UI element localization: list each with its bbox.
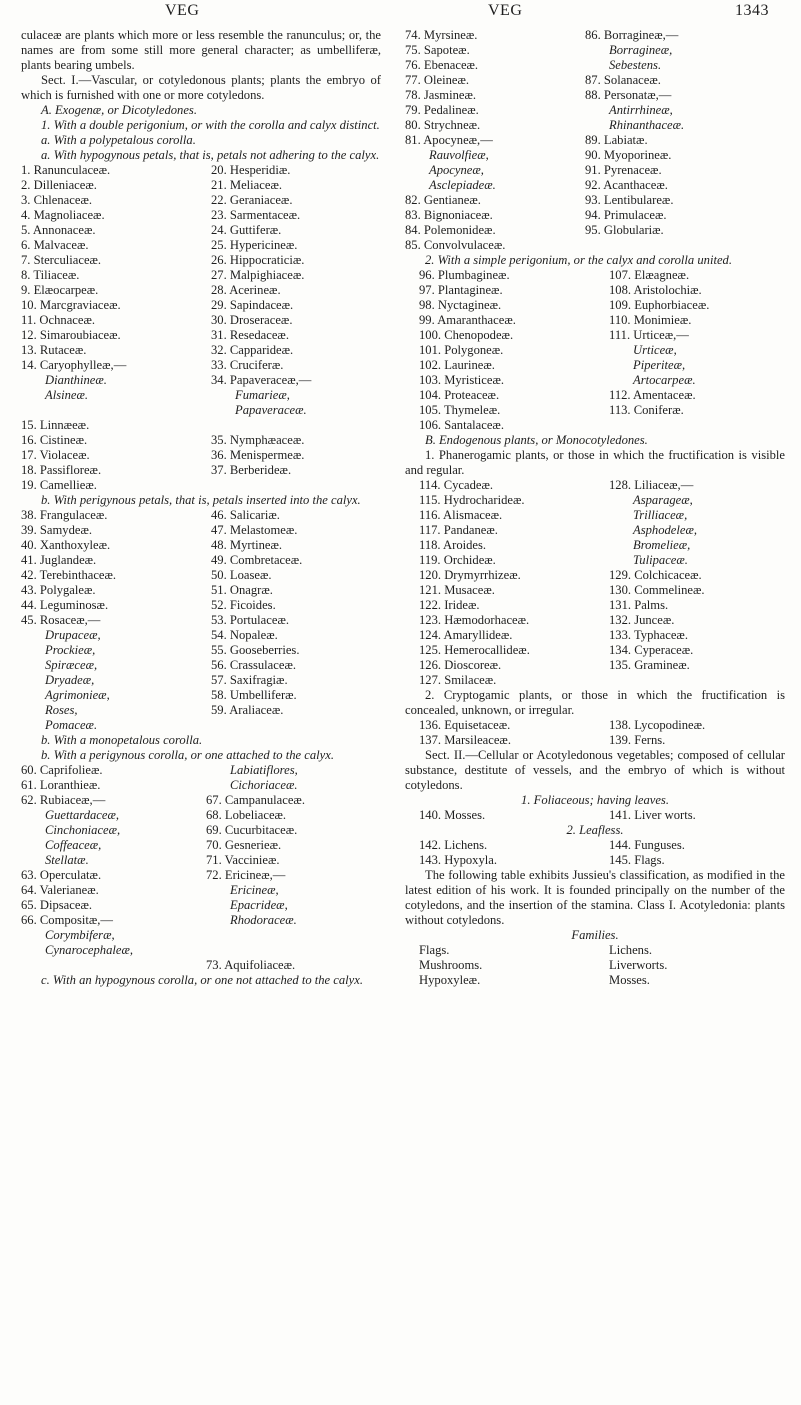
family-entry: 124. Amaryllideæ. [419, 628, 513, 642]
page-number: 1343 [735, 2, 769, 19]
family-entry: 40. Xanthoxyleæ. [21, 538, 111, 552]
family-entry [211, 478, 304, 493]
family-list-group-1 [21, 163, 381, 418]
family-list-col-b [211, 163, 311, 418]
family-entry: 86. Borragineæ,— [585, 28, 679, 42]
family-entry: 37. Berberideæ. [211, 463, 292, 477]
heading-phanerogamic: 1. Phanerogamic plants, or those in which the fructification is visible and regular. [405, 448, 785, 477]
family-pairs [405, 943, 785, 988]
family-entry: 98. Nyctagineæ. [419, 298, 502, 312]
family-entry: 42. Terebinthaceæ. [21, 568, 117, 582]
running-head-right: VEG [488, 2, 523, 19]
family-sublist [585, 43, 684, 73]
family-entry: 29. Sapindaceæ. [211, 298, 294, 312]
heading-perigynous-corolla: b. With a perigynous corolla, or one attached to the calyx. [41, 748, 334, 762]
family-entry: Guettardaceæ, [45, 808, 120, 822]
family-list-group-4 [405, 28, 785, 253]
family-entry: 14. Caryophylleæ,— [21, 358, 127, 372]
family-entry: 93. Lentibulareæ. [585, 193, 674, 207]
family-pair-row [405, 958, 785, 973]
section-two: Sect. II.—Cellular or Acotyledonous vegetables; composed of cellular substance, destitute of vessels, and the embryo of which is without cotyledons. [405, 748, 785, 792]
family-entry: Epacrideæ, [230, 898, 288, 912]
family-list [609, 478, 705, 493]
jussieu-paragraph: The following table exhibits Jussieu's classification, as modified in the latest edition of his work. It is founded principally on the number of the cotyledons, and the insertion of the stamina. Class I. Acotyledonia: plants without cotyledons. [405, 868, 785, 927]
family-entry: 96. Plumbagineæ. [419, 268, 510, 282]
heading-polypetalous: a. With a polypetalous corolla. [41, 133, 196, 147]
family-entry: 107. Elæagneæ. [609, 268, 690, 282]
family-entry: 145. Flags. [609, 853, 665, 867]
family-entry: Fumarieæ, [235, 388, 290, 402]
family-entry: 57. Saxifragiæ. [211, 673, 288, 687]
family-entry: 84. Polemonideæ. [405, 223, 496, 237]
family-entry: Piperiteæ, [633, 358, 686, 372]
family-sublist [206, 883, 305, 928]
family-entry: 106. Santalaceæ. [419, 418, 504, 432]
family-entry: 141. Liver worts. [609, 808, 696, 822]
family-entry: Bromelieæ, [633, 538, 691, 552]
family-entry: 108. Aristolochiæ. [609, 283, 702, 297]
family-entry: Hypoxyleæ. [419, 973, 481, 987]
family-entry: 113. Coniferæ. [609, 403, 684, 417]
family-pairs [405, 808, 785, 823]
family-sublist [21, 373, 211, 403]
family-entry: Stellatæ. [45, 853, 89, 867]
right-column [405, 28, 785, 988]
family-entry: 69. Cucurbitaceæ. [206, 823, 298, 837]
family-entry: Trilliaceæ, [633, 508, 688, 522]
family-pair-row [405, 838, 785, 853]
family-entry: 11. Ochnaceæ. [21, 313, 96, 327]
family-list [211, 508, 302, 733]
family-entry: Flags. [419, 943, 450, 957]
family-sublist [21, 808, 206, 868]
family-entry: Agrimonieæ, [45, 688, 110, 702]
family-list-col-a [21, 508, 211, 733]
family-list-col-b [585, 28, 684, 253]
family-list [609, 268, 709, 343]
family-entry: 77. Oleineæ. [405, 73, 470, 87]
family-sublist [609, 343, 709, 388]
family-entry: 61. Loranthieæ. [21, 778, 101, 792]
family-entry: 140. Mosses. [419, 808, 486, 822]
family-pair-row [405, 853, 785, 868]
family-entry: Spiræceæ, [45, 658, 98, 672]
family-entry: Cinchoniaceæ, [45, 823, 121, 837]
family-entry: 74. Myrsineæ. [405, 28, 478, 42]
family-entry: 46. Salicariæ. [211, 508, 280, 522]
family-entry: 63. Operculatæ. [21, 868, 102, 882]
family-entry: 135. Gramineæ. [609, 658, 690, 672]
family-entry: Coffeaceæ, [45, 838, 102, 852]
family-entry: Lichens. [609, 943, 653, 957]
family-entry: 41. Juglandeæ. [21, 553, 97, 567]
left-column [21, 28, 381, 988]
section-one: Sect. I.—Vascular, or cotyledonous plants; plants the embryo of which is furnished with one or more cotyledons. [21, 73, 381, 102]
family-list [609, 388, 709, 418]
family-entry: 101. Polygoneæ. [419, 343, 504, 357]
family-entry: 50. Loaseæ. [211, 568, 272, 582]
family-entry: 19. Camellieæ. [21, 478, 97, 492]
family-list [206, 793, 305, 883]
family-entry: 38. Frangulaceæ. [21, 508, 108, 522]
family-entry: 136. Equisetaceæ. [419, 718, 511, 732]
family-entry: Dryadeæ, [45, 673, 95, 687]
family-sublist [206, 763, 305, 793]
family-entry: 116. Alismaceæ. [419, 508, 503, 522]
family-entry: 34. Papaveraceæ,— [211, 373, 312, 387]
family-pair-row [405, 943, 785, 958]
family-sublist [211, 388, 311, 418]
family-entry: 102. Laurineæ. [419, 358, 495, 372]
family-entry: 27. Malpighiaceæ. [211, 268, 305, 282]
family-entry: 85. Convolvulaceæ. [405, 238, 506, 252]
family-entry: 131. Palms. [609, 598, 669, 612]
family-sublist [405, 148, 585, 193]
family-entry: 105. Thymeleæ. [419, 403, 501, 417]
family-list [21, 418, 211, 493]
family-entry: Labiatiflores, [230, 763, 298, 777]
family-entry: 138. Lycopodineæ. [609, 718, 706, 732]
family-list [585, 28, 684, 43]
family-entry: 1. Ranunculaceæ. [21, 163, 111, 177]
family-entry: 12. Simaroubiaceæ. [21, 328, 121, 342]
family-entry: 53. Portulaceæ. [211, 613, 289, 627]
heading-hypogynous-petals: a. With hypogynous petals, that is, petals not adhering to the calyx. [41, 148, 380, 162]
family-entry: 49. Combretaceæ. [211, 553, 303, 567]
family-list [21, 763, 206, 808]
heading-perigynous-petals: b. With perigynous petals, that is, petals inserted into the calyx. [41, 493, 361, 507]
family-entry: Urticeæ, [633, 343, 677, 357]
family-entry: 51. Onagræ. [211, 583, 273, 597]
family-entry: Rhinanthaceæ. [609, 118, 685, 132]
family-entry: 130. Commelineæ. [609, 583, 705, 597]
family-entry: 76. Ebenaceæ. [405, 58, 479, 72]
family-list [211, 418, 304, 493]
family-list-col-b [609, 478, 705, 688]
family-entry: Tulipaceæ. [633, 553, 688, 567]
family-entry: 45. Rosaceæ,— [21, 613, 101, 627]
family-entry: 71. Vaccinieæ. [206, 853, 280, 867]
family-entry: 87. Solanaceæ. [585, 73, 661, 87]
family-list [405, 193, 585, 253]
family-entry: 20. Hesperidiæ. [211, 163, 291, 177]
family-entry: 55. Gooseberries. [211, 643, 300, 657]
family-sublist [585, 103, 684, 133]
family-entry: 139. Ferns. [609, 733, 666, 747]
family-entry: 48. Myrtineæ. [211, 538, 283, 552]
family-entry: Corymbiferæ, [45, 928, 115, 942]
family-entry: 16. Cistineæ. [21, 433, 88, 447]
family-entry: 24. Guttiferæ. [211, 223, 282, 237]
family-list-group-6 [405, 478, 785, 688]
family-entry: 4. Magnoliaceæ. [21, 208, 105, 222]
family-entry: Papaveraceæ. [235, 403, 307, 417]
family-entry: 114. Cycadeæ. [419, 478, 494, 492]
family-entry: 10. Marcgraviaceæ. [21, 298, 121, 312]
family-entry: 68. Lobeliaceæ. [206, 808, 287, 822]
family-sublist [21, 928, 206, 958]
family-entry: 91. Pyrenaceæ. [585, 163, 662, 177]
family-entry: 137. Marsileaceæ. [419, 733, 511, 747]
family-entry: 119. Orchideæ. [419, 553, 496, 567]
family-entry: 81. Apocyneæ,— [405, 133, 493, 147]
heading-simple-perigonium: 2. With a simple perigonium, or the calyx and corolla united. [425, 253, 732, 267]
family-entry: Antirrhineæ, [609, 103, 673, 117]
family-entry: 78. Jasmineæ. [405, 88, 477, 102]
family-entry: Asclepiadeæ. [429, 178, 496, 192]
family-entry: Artocarpeæ. [633, 373, 696, 387]
family-entry: 58. Umbelliferæ. [211, 688, 297, 702]
family-entry: 110. Monimieæ. [609, 313, 692, 327]
heading-cryptogamic: 2. Cryptogamic plants, or those in which the fructification is concealed, unknown, or irregular. [405, 688, 785, 717]
family-entry: Drupaceæ, [45, 628, 101, 642]
family-entry: 75. Sapoteæ. [405, 43, 470, 57]
family-entry: 79. Pedalineæ. [405, 103, 479, 117]
family-entry: 129. Colchicaceæ. [609, 568, 702, 582]
family-entry: 15. Linnæeæ. [21, 418, 90, 432]
heading-endogenous: B. Endogenous plants, or Monocotyledones. [425, 433, 648, 447]
family-entry: 82. Gentianeæ. [405, 193, 481, 207]
family-entry: 26. Hippocraticiæ. [211, 253, 305, 267]
running-head-left: VEG [165, 2, 200, 19]
family-entry: 43. Polygaleæ. [21, 583, 96, 597]
family-entry: Pomaceæ. [45, 718, 98, 732]
family-entry: Rhodoraceæ. [230, 913, 297, 927]
family-list-col-b [609, 268, 709, 433]
family-entry: 6. Malvaceæ. [21, 238, 89, 252]
family-entry: Borragineæ, [609, 43, 673, 57]
family-pairs [405, 718, 785, 748]
family-list [405, 478, 609, 688]
family-entry: 25. Hypericineæ. [211, 238, 298, 252]
family-entry: 90. Myoporineæ. [585, 148, 672, 162]
family-entry: 144. Funguses. [609, 838, 685, 852]
family-entry: 17. Violaceæ. [21, 448, 90, 462]
family-entry: 22. Geraniaceæ. [211, 193, 293, 207]
family-entry: Apocyneæ, [429, 163, 484, 177]
family-entry: 66. Compositæ,— [21, 913, 114, 927]
family-entry: 92. Acanthaceæ. [585, 178, 668, 192]
family-list [21, 163, 211, 373]
family-list-group-1b [21, 418, 381, 493]
family-entry: Cichoriaceæ. [230, 778, 298, 792]
family-list-col-a [21, 763, 206, 973]
family-entry: Asparageæ, [633, 493, 693, 507]
family-entry: 60. Caprifolieæ. [21, 763, 103, 777]
family-entry: 83. Bignoniaceæ. [405, 208, 493, 222]
heading-foliaceous: 1. Foliaceous; having leaves. [521, 793, 669, 807]
family-list [585, 133, 684, 238]
family-entry [211, 418, 304, 433]
family-entry: 143. Hypoxyla. [419, 853, 498, 867]
family-entry: 95. Globulariæ. [585, 223, 664, 237]
family-entry: 59. Araliaceæ. [211, 703, 284, 717]
intro-paragraph: culaceæ are plants which more or less resemble the ranunculus; or, the names are from some still more general character; as umbelliferæ, plants bearing umbels. [21, 28, 381, 72]
family-entry: 133. Typhaceæ. [609, 628, 688, 642]
family-entry: 18. Passifloreæ. [21, 463, 102, 477]
family-entry: 8. Tiliaceæ. [21, 268, 80, 282]
family-entry: 64. Valerianeæ. [21, 883, 99, 897]
family-entry: Cynarocephaleæ, [45, 943, 134, 957]
family-list-col-a [405, 28, 585, 253]
family-entry: 54. Nopaleæ. [211, 628, 278, 642]
family-entry: 142. Lichens. [419, 838, 488, 852]
family-entry: 99. Amaranthaceæ. [419, 313, 516, 327]
family-entry: 109. Euphorbiaceæ. [609, 298, 710, 312]
family-entry: 36. Menispermeæ. [211, 448, 305, 462]
family-entry: 65. Dipsaceæ. [21, 898, 92, 912]
heading-leafless: 2. Leafless. [566, 823, 624, 837]
family-entry: 120. Drymyrrhizeæ. [419, 568, 521, 582]
family-entry: 134. Cyperaceæ. [609, 643, 694, 657]
family-entry: 23. Sarmentaceæ. [211, 208, 301, 222]
family-entry: 117. Pandaneæ. [419, 523, 498, 537]
family-entry: 5. Annonaceæ. [21, 223, 96, 237]
family-entry: 103. Myristiceæ. [419, 373, 505, 387]
family-entry: 89. Labiatæ. [585, 133, 648, 147]
family-entry: 2. Dilleniaceæ. [21, 178, 97, 192]
family-pairs [405, 838, 785, 868]
family-entry: 7. Sterculiaceæ. [21, 253, 102, 267]
family-list [609, 568, 705, 673]
family-list-col-a [21, 163, 211, 418]
heading-exogenae: A. Exogenæ, or Dicotyledones. [41, 103, 197, 117]
family-entry: Mosses. [609, 973, 650, 987]
family-entry: 127. Smilaceæ. [419, 673, 497, 687]
family-entry: Roses, [45, 703, 78, 717]
family-pair-row [405, 808, 785, 823]
family-entry: 28. Acerineæ. [211, 283, 281, 297]
family-entry: Liverworts. [609, 958, 668, 972]
family-list-group-5 [405, 268, 785, 433]
family-entry: 67. Campanulaceæ. [206, 793, 305, 807]
family-entry: 94. Primulaceæ. [585, 208, 667, 222]
family-entry: 35. Nymphæaceæ. [211, 433, 305, 447]
family-entry: 97. Plantagineæ. [419, 283, 503, 297]
family-entry: 88. Personatæ,— [585, 88, 672, 102]
family-entry: 39. Samydeæ. [21, 523, 93, 537]
family-entry: 32. Capparideæ. [211, 343, 294, 357]
family-list [211, 163, 311, 388]
family-entry: Dianthineæ. [45, 373, 107, 387]
family-list [21, 508, 211, 628]
family-entry: 111. Urticeæ,— [609, 328, 689, 342]
family-entry: Prockieæ, [45, 643, 96, 657]
family-entry: 100. Chenopodeæ. [419, 328, 514, 342]
heading-monopetalous: b. With a monopetalous corolla. [41, 733, 203, 747]
family-entry: 125. Hemerocallideæ. [419, 643, 530, 657]
family-entry: 33. Cruciferæ. [211, 358, 284, 372]
family-entry: Ericineæ, [230, 883, 279, 897]
heading-hypogynous-corolla: c. With an hypogynous corolla, or one not attached to the calyx. [41, 973, 364, 987]
family-sublist [609, 493, 705, 568]
family-entry: 70. Gesnerieæ. [206, 838, 282, 852]
family-entry: 13. Rutaceæ. [21, 343, 87, 357]
family-pair-row [405, 718, 785, 733]
family-entry: 126. Dioscoreæ. [419, 658, 502, 672]
family-entry: 21. Meliaceæ. [211, 178, 282, 192]
family-entry: Alsineæ. [45, 388, 89, 402]
family-list-col-b [206, 763, 305, 973]
family-list [405, 268, 609, 433]
family-entry: 44. Leguminosæ. [21, 598, 109, 612]
family-list-group-2 [21, 508, 381, 733]
family-sublist [21, 628, 211, 733]
heading-double-perigonium: 1. With a double perigonium, or with the corolla and calyx distinct. [41, 118, 380, 132]
family-entry: 121. Musaceæ. [419, 583, 495, 597]
family-entry: Sebestens. [609, 58, 662, 72]
family-list [21, 868, 206, 928]
family-entry: 31. Resedaceæ. [211, 328, 289, 342]
family-pair-row [405, 733, 785, 748]
family-entry: 72. Ericineæ,— [206, 868, 286, 882]
family-entry: Mushrooms. [419, 958, 483, 972]
family-entry: Rauvolfieæ, [429, 148, 489, 162]
family-entry: 80. Strychneæ. [405, 118, 481, 132]
family-entry: 9. Elæocarpeæ. [21, 283, 99, 297]
family-entry: 118. Aroides. [419, 538, 487, 552]
family-entry: 52. Ficoides. [211, 598, 276, 612]
family-list [405, 28, 585, 148]
family-entry: 132. Junceæ. [609, 613, 675, 627]
family-entry: 122. Irideæ. [419, 598, 480, 612]
family-entry: 115. Hydrocharideæ. [419, 493, 525, 507]
family-entry: 123. Hæmodorhaceæ. [419, 613, 530, 627]
family-entry: 62. Rubiaceæ,— [21, 793, 106, 807]
family-list [585, 73, 684, 103]
family-pair-row [405, 973, 785, 988]
families-heading: Families. [571, 928, 619, 942]
family-entry: 47. Melastomeæ. [211, 523, 298, 537]
family-entry: Asphodeleæ, [633, 523, 698, 537]
family-entry: 56. Crassulaceæ. [211, 658, 296, 672]
family-list-group-3 [21, 763, 381, 973]
family-entry: 3. Chlenaceæ. [21, 193, 92, 207]
family-entry: 30. Droseraceæ. [211, 313, 293, 327]
family-entry: 104. Proteaceæ. [419, 388, 500, 402]
family-entry: 112. Amentaceæ. [609, 388, 696, 402]
family-entry: 73. Aquifoliaceæ. [206, 958, 296, 972]
family-entry: 128. Liliaceæ,— [609, 478, 694, 492]
